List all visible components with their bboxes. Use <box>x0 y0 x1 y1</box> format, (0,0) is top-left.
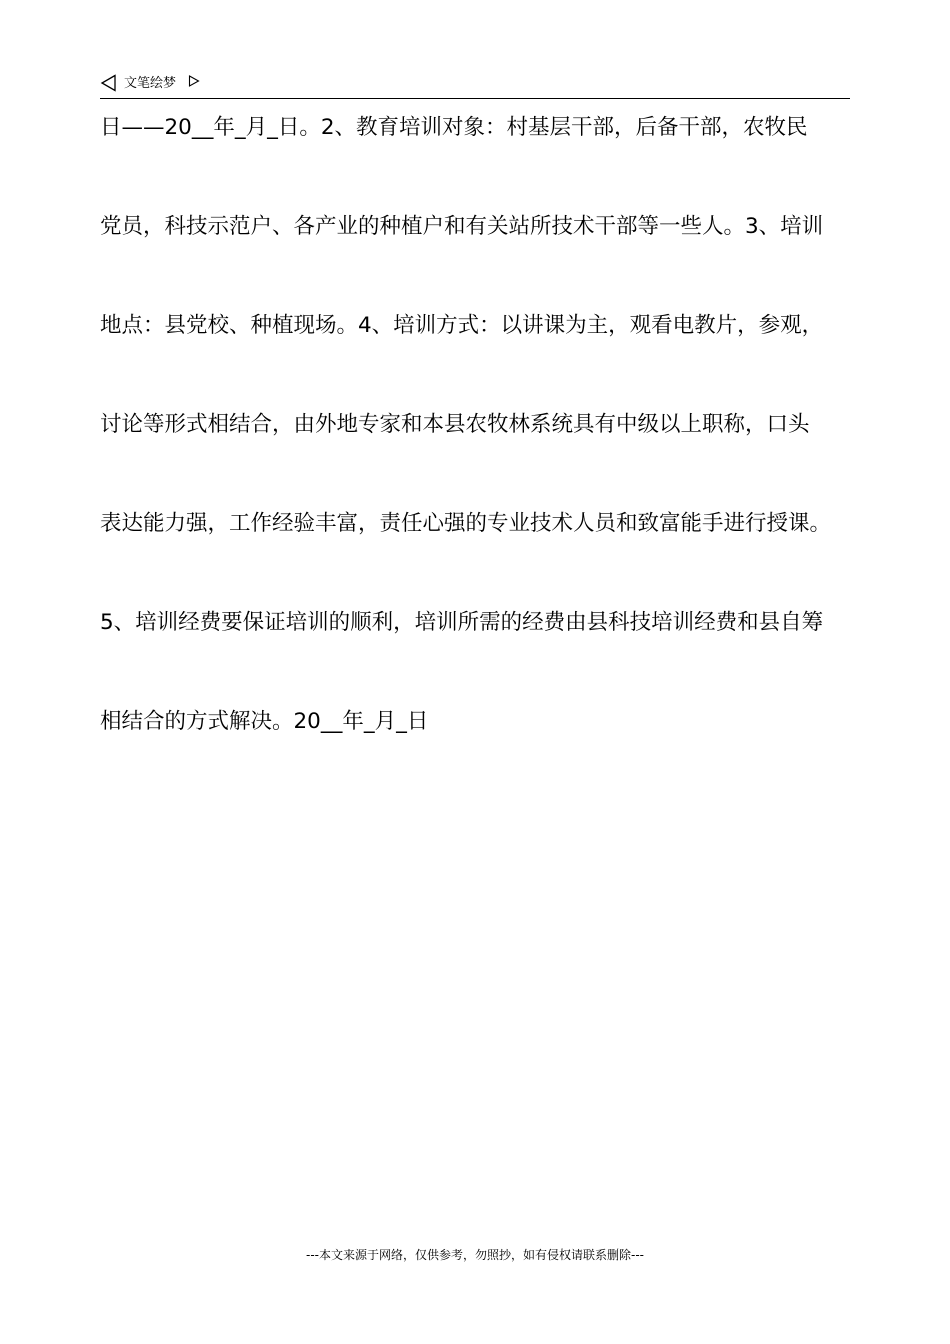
triangle-right-outline-icon <box>188 75 200 87</box>
body-line: 讨论等形式相结合，由外地专家和本县农牧林系统具有中级以上职称，口头 <box>100 412 810 437</box>
body-line: 日——20__年_月_日。2、教育培训对象：村基层干部，后备干部，农牧民 <box>100 115 808 140</box>
page-header <box>100 72 850 99</box>
body-line: 党员，科技示范户、各产业的种植户和有关站所技术干部等一些人。3、培训 <box>100 214 824 239</box>
body-line: 5、培训经费要保证培训的顺利，培训所需的经费由县科技培训经费和县自筹 <box>100 610 824 635</box>
triangle-left-outline-icon <box>100 74 118 92</box>
body-line: 地点：县党校、种植现场。4、培训方式：以讲课为主，观看电教片，参观， <box>100 313 824 338</box>
body-line: 表达能力强，工作经验丰富，责任心强的专业技术人员和致富能手进行授课。 <box>100 511 832 536</box>
footer-notice: ---本文来源于网络，仅供参考，勿照抄，如有侵权请联系删除--- <box>306 1248 644 1262</box>
body-line: 相结合的方式解决。20__年_月_日 <box>100 709 429 734</box>
document-body <box>100 112 870 805</box>
header-brand: 文笔绘梦 <box>124 76 177 91</box>
